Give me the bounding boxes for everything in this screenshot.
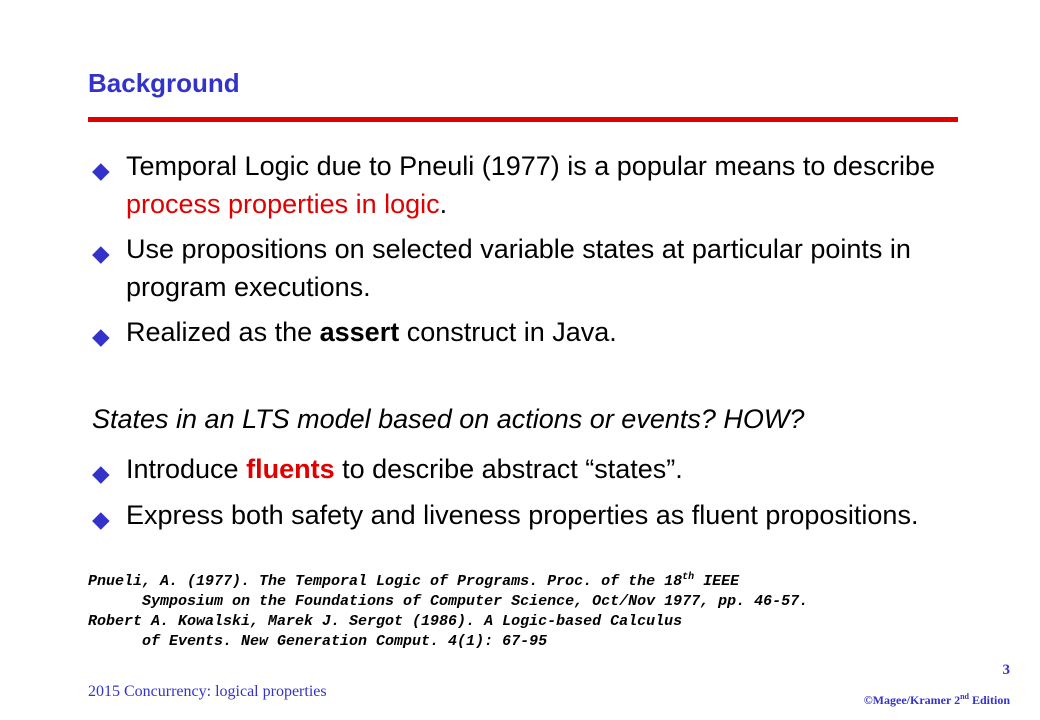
- bullet-text: construct in Java.: [399, 317, 617, 347]
- diamond-bullet-icon: ◆: [92, 507, 110, 533]
- keyword-assert: assert: [319, 317, 400, 347]
- footer-copyright: [864, 692, 1010, 708]
- highlight-text: process properties in logic: [126, 189, 440, 219]
- reference-superscript: th: [682, 572, 695, 583]
- bullet-item: [92, 450, 972, 488]
- bullet-item: [92, 313, 972, 351]
- title-underline: [88, 117, 958, 122]
- bullet-text: to describe abstract “states”.: [334, 454, 683, 484]
- bullet-text: Introduce: [126, 454, 247, 484]
- diamond-bullet-icon: ◆: [92, 158, 110, 184]
- bullet-text: Temporal Logic due to Pneuli (1977) is a popular means to describe: [126, 151, 935, 181]
- reference-text: Symposium on the Foundations of Computer Science, Oct/Nov 1977, pp. 46-57.: [88, 593, 809, 610]
- copyright-text: Edition: [968, 693, 1010, 707]
- diamond-bullet-icon: ◆: [92, 324, 110, 350]
- keyword-fluents: fluents: [246, 454, 335, 484]
- diamond-bullet-icon: ◆: [92, 241, 110, 267]
- copyright-text: ©Magee/Kramer 2: [863, 693, 961, 707]
- bullet-text: Express both safety and liveness properties as fluent propositions.: [126, 500, 919, 530]
- reference-text: Robert A. Kowalski, Marek J. Sergot (1986). A Logic-based Calculus: [88, 613, 683, 630]
- bullet-item: [92, 147, 972, 223]
- question-text: States in an LTS model based on actions or events? HOW?: [92, 404, 805, 434]
- page-number: 3: [1002, 662, 1010, 678]
- diamond-bullet-icon: ◆: [92, 461, 110, 487]
- bullet-item: [92, 496, 972, 534]
- reference-text: of Events. New Generation Comput. 4(1): 67-95: [88, 633, 548, 650]
- bullet-text: Realized as the: [126, 317, 320, 347]
- footer-course-title: 2015 Concurrency: logical properties: [88, 683, 327, 700]
- reference-text: IEEE: [694, 573, 740, 590]
- slide-title: Background: [88, 68, 240, 98]
- bullet-item: [92, 230, 972, 306]
- bullet-text: .: [439, 189, 448, 219]
- references: [88, 568, 808, 652]
- reference-text: Pnueli, A. (1977). The Temporal Logic of Programs. Proc. of the 18: [88, 573, 683, 590]
- bullet-text: Use propositions on selected variable states at particular points in program executions.: [126, 234, 911, 302]
- copyright-superscript: nd: [960, 692, 969, 701]
